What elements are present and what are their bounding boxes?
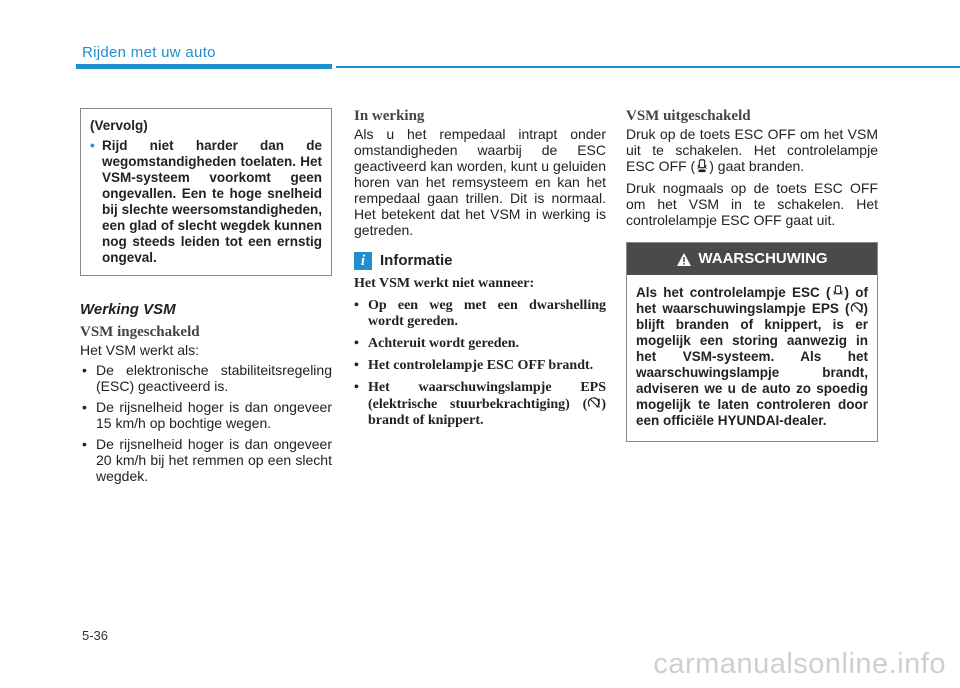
column-left bbox=[80, 108, 332, 489]
subheading-vsm-off: VSM uitgeschakeld bbox=[626, 108, 751, 124]
warning-box bbox=[626, 242, 878, 442]
info-header bbox=[354, 252, 606, 270]
box-bullet bbox=[90, 138, 322, 266]
list-item: • De rijsnelheid hoger is dan ongeveer 20 km/h bij het remmen op een slecht wegdek. bbox=[80, 436, 332, 484]
on-again-paragraph: Druk nogmaals op de toets ESC OFF om het VSM in te schakelen. Het controlelampje ESC OFF gaat uit. bbox=[626, 180, 878, 228]
eps-warning-icon bbox=[850, 301, 864, 315]
page-number: 5-36 bbox=[82, 628, 109, 643]
info-list bbox=[354, 298, 606, 429]
bullet-dot: • bbox=[90, 138, 95, 153]
chapter-title: Rijden met uw auto bbox=[82, 44, 216, 61]
info-icon: i bbox=[354, 252, 372, 270]
subheading-vsm-on: VSM ingeschakeld bbox=[80, 324, 200, 340]
operation-paragraph: Als u het rempedaal intrapt onder omstandigheden waarbij de ESC geactiveerd kan worden, kunt u geluiden horen van het remsysteem en kan het rempedaal gaan trillen. Dit is normaal. Het betekent dat het VSM in werking is getreden. bbox=[354, 126, 606, 238]
list-item: • De rijsnelheid hoger is dan ongeveer 15 km/h op bochtige wegen. bbox=[80, 399, 332, 431]
box-bullet-text: Rijd niet harder dan de wegomstandigheden toelaten. Het VSM-systeem voorkomt geen ongevallen. Een te hoge snelheid bij slechte weersomstandigheden, een glad of slecht wegdek kunnen nog steeds leiden tot een ernstig ongeval. bbox=[102, 138, 322, 265]
header-accent-bar bbox=[76, 64, 332, 69]
esc-icon bbox=[831, 285, 845, 299]
column-middle bbox=[354, 108, 606, 435]
info-label: Informatie bbox=[380, 252, 453, 269]
watermark: carmanualsonline.info bbox=[653, 648, 946, 680]
info-subheading: Het VSM werkt niet wanneer: bbox=[354, 276, 535, 291]
column-right bbox=[626, 108, 878, 442]
warning-triangle-icon bbox=[676, 252, 692, 267]
header-rule bbox=[336, 66, 960, 68]
warning-header bbox=[627, 243, 877, 275]
esc-off-icon bbox=[695, 159, 709, 173]
eps-warning-icon bbox=[587, 396, 601, 410]
off-paragraph: Druk op de toets ESC OFF om het VSM uit te schakelen. Het controlelampje ESC OFF ( ) gaat branden. bbox=[626, 126, 878, 174]
box-heading: (Vervolg) bbox=[90, 118, 148, 133]
list-item-eps: • Het waarschuwingslampje EPS (elektrische stuurbekrachtiging) ( ) brandt of knippert. bbox=[354, 380, 606, 429]
list-item: • De elektronische stabiliteitsregeling (ESC) geactiveerd is. bbox=[80, 362, 332, 394]
intro-text: Het VSM werkt als: bbox=[80, 342, 200, 358]
condition-list bbox=[80, 362, 332, 484]
section-title: Werking VSM bbox=[80, 301, 176, 318]
continued-warning-box bbox=[80, 108, 332, 276]
subheading-in-operation: In werking bbox=[354, 108, 425, 124]
list-item: • Op een weg met een dwarshelling wordt gereden. bbox=[354, 298, 606, 330]
warning-label: WAARSCHUWING bbox=[698, 250, 828, 267]
warning-text: Als het controlelampje ESC ( ) of het waarschuwingslampje EPS ( ) blijft branden of knippert, is er mogelijk een storing aanwezig in het VSM-systeem. Als het waarschuwingslampje brandt, adviseren we u de auto zo spoedig mogelijk te laten controleren door een officiële HYUNDAI-dealer. bbox=[636, 285, 868, 428]
list-item: • Het controlelampje ESC OFF brandt. bbox=[354, 358, 606, 374]
list-item: • Achteruit wordt gereden. bbox=[354, 336, 606, 352]
